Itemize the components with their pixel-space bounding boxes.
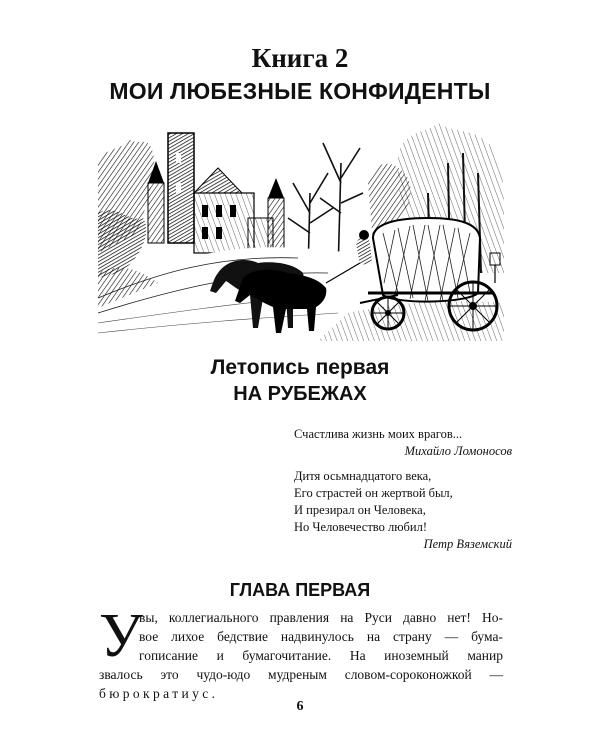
epigraph-line: Счастлива жизнь моих врагов... <box>294 427 463 441</box>
dropcap-text: У <box>99 602 143 670</box>
epigraph-line: И презирал он Человека, <box>294 503 426 517</box>
epigraph-vyazemsky <box>294 468 512 553</box>
epigraph-author: Петр Вяземский <box>423 537 512 551</box>
book-title: Книга 2 <box>251 43 349 73</box>
body-line: вое лихое бедствие надвинулось на страну — бума- <box>139 629 503 644</box>
body-line: звалось это чудо-юдо мудреным словом-сороконожкой — <box>99 667 503 682</box>
epigraph-author: Михайло Ломоносов <box>404 444 512 458</box>
body-line: гописание и бумагочитание. На иноземный манир <box>139 648 503 663</box>
page-number: 6 <box>296 699 304 714</box>
body-line: бюрократиус. <box>99 686 219 701</box>
epigraph-line: Его страстей он жертвой был, <box>294 486 453 500</box>
book-subtitle: МОИ ЛЮБЕЗНЫЕ КОНФИДЕНТЫ <box>109 78 491 104</box>
castle-carriage-engraving-icon <box>98 123 504 341</box>
body-line: вы, коллегиального правления на Руси давно нет! Но- <box>139 610 503 625</box>
epigraph-line: Но Человечество любил! <box>294 520 428 534</box>
chapter-title: ГЛАВА ПЕРВАЯ <box>229 580 371 600</box>
chronicle-title: Летопись первая <box>210 356 390 379</box>
dropcap-letter <box>99 602 143 670</box>
chronicle-subtitle: НА РУБЕЖАХ <box>233 383 367 405</box>
epigraph-lomonosov <box>294 426 512 460</box>
epigraph-line: Дитя осьмнадцатого века, <box>294 469 432 483</box>
